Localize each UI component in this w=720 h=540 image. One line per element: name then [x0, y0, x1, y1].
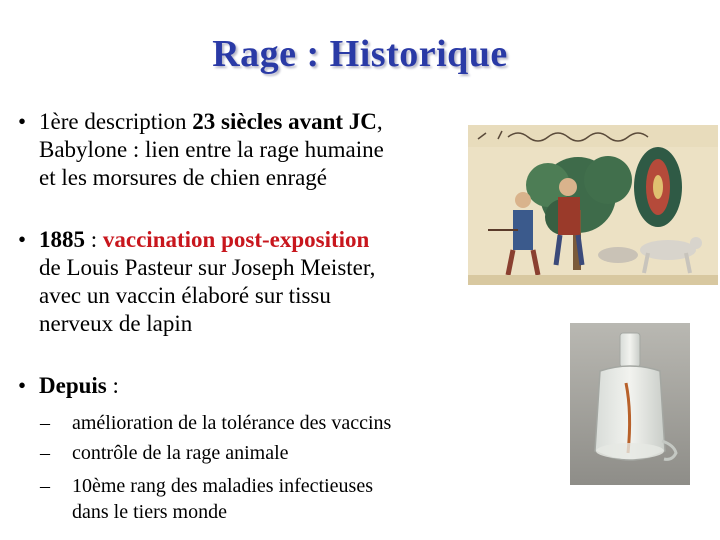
bullet-line: et les morsures de chien enragé	[39, 165, 328, 190]
bullet-since-text	[39, 372, 119, 400]
bullet-pasteur-text	[39, 226, 375, 338]
bullet-marker: •	[18, 227, 27, 252]
sub-item-rank	[40, 473, 480, 525]
sub-item-text: amélioration de la tolérance des vaccins	[72, 412, 392, 434]
sub-item-text: contrôle de la rage animale	[72, 442, 289, 464]
sub-line: dans le tiers monde	[72, 501, 227, 523]
text-run: :	[85, 227, 103, 252]
text-run: :	[106, 373, 119, 398]
bullet-line: de Louis Pasteur sur Joseph Meister,	[39, 255, 376, 280]
text-run-bold: 23 siècles avant JC	[192, 109, 377, 134]
text-run: ,	[376, 109, 383, 134]
text-run-highlight: vaccination post-exposition	[102, 227, 370, 252]
bullet-marker: •	[18, 109, 27, 134]
text-run-bold: 1885	[39, 227, 85, 252]
bullet-line: Babylone : lien entre la rage humaine	[39, 137, 384, 162]
slide-title: Rage : Historique	[212, 33, 508, 75]
sub-item-tolerance	[40, 410, 480, 436]
text-run: 1ère description	[39, 109, 193, 134]
manuscript-illustration-image	[468, 125, 718, 285]
sub-line: 10ème rang des maladies infectieuses	[72, 475, 373, 497]
sub-item-animal	[40, 440, 480, 466]
bullet-history-text	[39, 108, 384, 192]
sub-marker: –	[40, 412, 50, 434]
sub-marker: –	[40, 475, 50, 497]
pasteur-flask-photo-icon	[570, 323, 690, 485]
bullet-line: nerveux de lapin	[39, 311, 193, 336]
bullet-line	[39, 108, 384, 136]
bullet-history	[18, 108, 458, 198]
bullet-since	[18, 372, 458, 402]
bullet-line	[39, 226, 375, 254]
sub-marker: –	[40, 442, 50, 464]
bullet-marker: •	[18, 373, 27, 398]
manuscript-illustration-icon	[468, 125, 718, 285]
text-run-bold: Depuis	[39, 373, 107, 398]
sub-item-text	[72, 473, 373, 525]
bullet-pasteur	[18, 226, 458, 342]
flask-photo-image	[570, 323, 690, 485]
bullet-line: avec un vaccin élaboré sur tissu	[39, 283, 331, 308]
